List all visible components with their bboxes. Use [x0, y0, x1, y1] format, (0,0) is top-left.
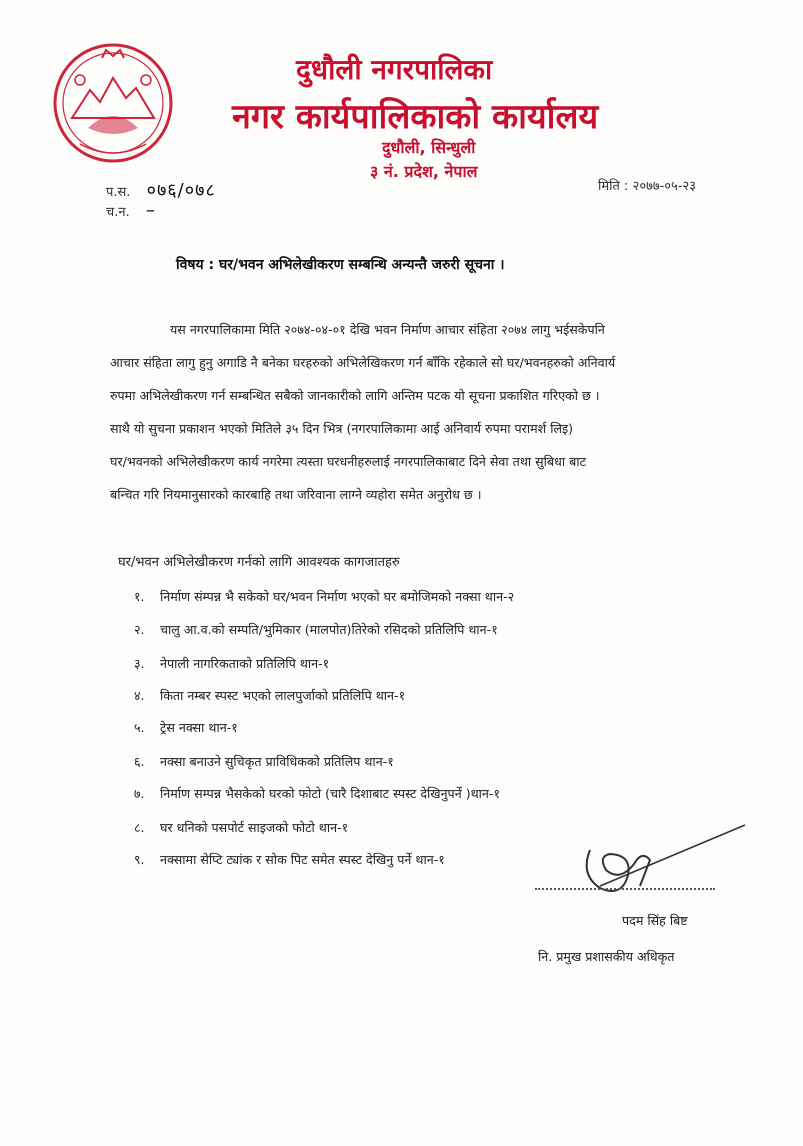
- requirement-item: [134, 621, 498, 638]
- requirement-number: ४.: [134, 688, 145, 703]
- body-line: घर/भवनको अभिलेखीकरण कार्य नगरेमा त्यस्ता घरधनीहरुलाई नगरपालिकाबाट दिने सेवा तथा सुबिधा बाट: [110, 454, 586, 469]
- requirement-item: [134, 753, 394, 770]
- requirement-number: ९.: [134, 852, 145, 867]
- requirements-heading: घर/भवन अभिलेखीकरण गर्नको लागि आवश्यक कागजातहरु: [118, 555, 400, 570]
- requirement-number: ६.: [134, 754, 145, 769]
- requirement-item: [134, 719, 238, 736]
- signatory-name: पदम सिंह बिष्ट: [622, 913, 688, 928]
- requirement-text: चालु आ.व.को सम्पति/भुमिकार (मालपोत)तिरेको रसिदको प्रतिलिपि थान-१: [160, 622, 498, 637]
- reference-number: [106, 178, 216, 202]
- body-line: साथै यो सुचना प्रकाशन भएको मितिले ३५ दिन भित्र (नगरपालिकामा आई अनिवार्य रुपमा परामर्श लिइ): [110, 421, 574, 436]
- requirement-item: [134, 819, 348, 836]
- municipality-name: दुधौली नगरपालिका: [296, 53, 493, 86]
- signature-dotted-line: [535, 888, 715, 890]
- requirement-item: [134, 588, 514, 605]
- requirement-number: ३.: [134, 656, 145, 671]
- dispatch-number-label: च.न.: [106, 205, 130, 220]
- body-line: रुपमा अभिलेखीकरण गर्न सम्बन्धित सबैको जानकारीको लागि अन्तिम पटक यो सूचना प्रकाशित गरिएको छ ।: [110, 388, 600, 403]
- dispatch-number-value: –: [145, 200, 156, 221]
- body-line: यस नगरपालिकामा मिति २०७४-०४-०१ देखि भवन निर्माण आचार संहिता २०७४ लागु भईसकेपनि: [170, 322, 605, 337]
- office-location: दुधौली, सिन्धुली: [382, 138, 476, 157]
- body-line: बन्चित गरि नियमानुसारको कारबाहि तथा जरिवाना लाग्ने व्यहोरा समेत अनुरोध छ ।: [110, 487, 482, 502]
- body-line: आचार संहिता लागु हुनु अगाडि नै बनेका घरहरुको अभिलेखिकरण गर्न बाँकि रहेकाले सो घर/भवनहरुको अनिवार्य: [110, 355, 616, 370]
- requirement-text: किता नम्बर स्पस्ट भएको लालपुर्जाको प्रतिलिपि थान-१: [160, 688, 406, 703]
- requirement-text: नक्सामा सेप्टि ट्यांक र सोक पिट समेत स्पस्ट देखिनु पर्ने थान-१: [160, 852, 445, 867]
- requirement-text: नेपाली नागरिकताको प्रतिलिपि थान-१: [160, 656, 330, 671]
- requirement-item: [134, 655, 329, 672]
- requirement-item: [134, 851, 445, 868]
- requirement-number: ५.: [134, 720, 145, 735]
- requirement-text: नक्सा बनाउने सुचिकृत प्राविधिकको प्रतिलिप थान-१: [160, 754, 394, 769]
- requirement-item: [134, 785, 500, 802]
- requirement-text: ट्रेस नक्सा थान-१: [160, 720, 238, 735]
- requirement-text: निर्माण सम्पन्न भैसकेको घरको फोटो (चारै दिशाबाट स्पस्ट देखिनुपर्ने )थान-१: [160, 786, 501, 801]
- office-province: ३ नं. प्रदेश, नेपाल: [370, 162, 478, 181]
- requirement-text: घर धनिको पसपोर्ट साइजको फोटो थान-१: [160, 820, 349, 835]
- reference-number-label: प.स.: [106, 185, 131, 200]
- requirement-number: १.: [134, 589, 145, 604]
- requirement-item: [134, 687, 405, 704]
- notice-subject: विषय : घर/भवन अभिलेखीकरण सम्बन्धि अन्यन्तै जरुरी सूचना ।: [176, 257, 505, 273]
- notice-date: मिति : २०७७-०५-२३: [598, 179, 697, 194]
- nepal-emblem-seal-icon: [50, 40, 176, 166]
- requirement-number: ८.: [134, 820, 145, 835]
- requirement-number: ७.: [134, 786, 145, 801]
- requirement-number: २.: [134, 622, 145, 637]
- office-name: नगर कार्यपालिकाको कार्यालय: [232, 97, 599, 137]
- requirement-text: निर्माण संम्पन्न भै सकेको घर/भवन निर्माण भएको घर बमोजिमको नक्सा थान-२: [160, 589, 515, 604]
- reference-number-value: ०७६/०७८: [146, 180, 216, 201]
- dispatch-number: [106, 200, 156, 221]
- signatory-title: नि. प्रमुख प्रशासकीय अधिकृत: [538, 949, 675, 964]
